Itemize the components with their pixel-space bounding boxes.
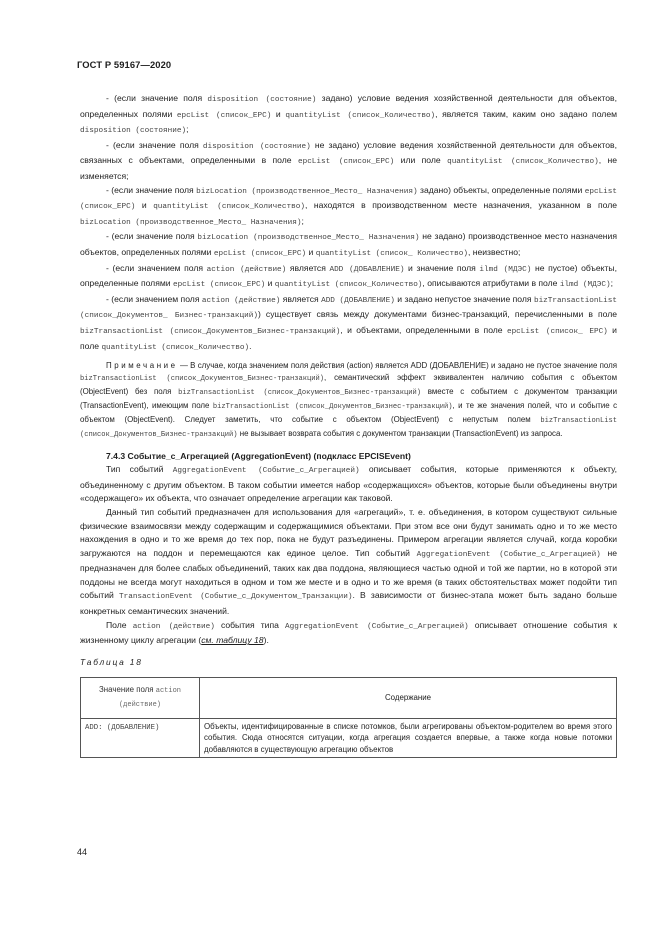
section-paragraph-2: Данный тип событий предназначен для использования для «агрегаций», т. е. объединения, в котором существуют сильные физические взаимосвязи между содержащим и содержащимися объектами. При этом все они будут занимать одно и то же место нахождения в одно и то же время до тех пор, пока не будут разъединены. Примером агрегации является случай, когда коробки загружаются на поддон и перемещаются как единое целое. Тип событий AggregationEvent (Событие_с_Агрегацией) не предназначен для более слабых объединений, таких как два поддона, являющиеся частью одной и той же партии, но в которой эти поддоны не всегда могут находиться в одном и том же месте и в одно и то же время (в таких обстоятельствах может подойти тип событий TransactionEvent (Событие_с_Документом_Транзакции). В зависимости от бизнес-этапа может быть задано больше конкретных семантических значений. [80,506,617,617]
page-header: ГОСТ Р 59167—2020 [77,59,172,70]
table-header-row [81,678,617,718]
list-item-action-add-ilmd: - (если значением поля action (действие) является ADD (ДОБАВЛЕНИЕ) и значение поля ilmd (МДЭС) не пустое) объекты, определенные полями epcList (список_EPC) и quantityList (список_Количество), описываются атрибутами в поле ilmd (МДЭС); [80,262,617,290]
section-paragraph-3: Поле action (действие) события типа AggregationEvent (Событие_с_Агрегацией) описывает отношение события к жизненному циклу агрегации (см. таблицу 18). [80,619,618,646]
list-item-action-add-biztransaction: - (если значением поля action (действие) является ADD (ДОБАВЛЕНИЕ) и задано непустое значение поля bizTransactionList (список_Документов_ Бизнес-транзакций)) существует связь между документами бизнес-транзакций, перечисленными в поле bizTransactionList (список_Документов_Бизнес-транзакций), и объектами, определенными в поле epcList (список_ EPC) и поле quantityList (список_Количество). [80,293,617,352]
table-cell-content: Объекты, идентифицированные в списке потомков, были агрегированы объектом-родителем во время этого события. Сюда относятся ситуации, когда агрегация создается впервые, а также когда новые потомки добавляются в существующую агрегацию объектов [200,718,617,758]
table-row [81,718,617,758]
section-heading: 7.4.3 Событие_с_Агрегацией (AggregationEvent) (подкласс EPCISEvent) [106,450,411,461]
table-cell-value: ADD: (ДОБАВЛЕНИЕ) [81,718,200,758]
table-18-link[interactable]: см. таблицу 18 [201,635,264,646]
list-item-disposition-set: - (если значение поля disposition (состояние) задано) условие ведения хозяйственной деятельности для объектов, определенных полями epcList (список_EPC) и quantityList (список_Количество), является таким, каким оно задано полем disposition (состояние); [80,93,618,136]
table-caption: Таблица 18 [80,656,143,667]
note-label: Примечание [106,361,178,371]
table-18 [80,677,617,758]
list-item-disposition-unset: - (если значение поля disposition (состояние) не задано) условие ведения хозяйственной деятельности для объектов, связанных с объектами, определенными в поле epcList (список_EPC) или поле quantityList (список_Количество), не изменяется; [80,139,618,181]
column-header-value: Значение поля action (действие) [81,678,200,718]
column-header-content: Содержание [200,678,617,718]
list-item-bizlocation-unset: - (если значение поля bizLocation (производственное_Место_ Назначения) не задано) производственное место назначения объектов, определенных полями epcList (список_EPC) и quantityList (список_ Количество), неизвестно; [80,231,618,258]
note-paragraph: Примечание — В случае, когда значением поля действия (action) является ADD (ДОБАВЛЕНИЕ) и задано не пустое значение поля bizTransactionList (список_Документов_Бизнес-транзакций), семантический эффект эквивалентен наличию события с объектом (ObjectEvent) без поля bizTransactionList (список_Документов_Бизнес-транзакций) вместе с событием с документом транзакции (TransactionEvent), имеющим поле bizTransactionList (список_Документов_Бизнес-транзакций), и те же значения полей, что и событие с объектом (ObjectEvent). Следует заметить, что событие с объектом (ObjectEvent) с непустым полем bizTransactionList (список_Документов_Бизнес-транзакций) не вызывает возврата события с документом транзакции (TransactionEvent) из запроса. [80,361,618,439]
list-item-bizlocation-set: - (если значение поля bizLocation (производственное_Место_ Назначения) задано) объекты, определенные полями epcList (список_EPC) и quantityList (список_Количество), находятся в производственном месте назначения, указанном в поле bizLocation (производственное_Место_ Назначения); [80,184,618,227]
page-body [80,92,617,758]
section-paragraph-1: Тип событий AggregationEvent (Событие_с_Агрегацией) описывает события, которые применяются к объекту, объединенному с другим объектом. В таком событии имеется набор «содержащихся» объектов, которые были объединены внутри «содержащего» их объекта, что означает определение агрегации как таковой. [80,464,617,504]
page-number: 44 [77,847,88,857]
